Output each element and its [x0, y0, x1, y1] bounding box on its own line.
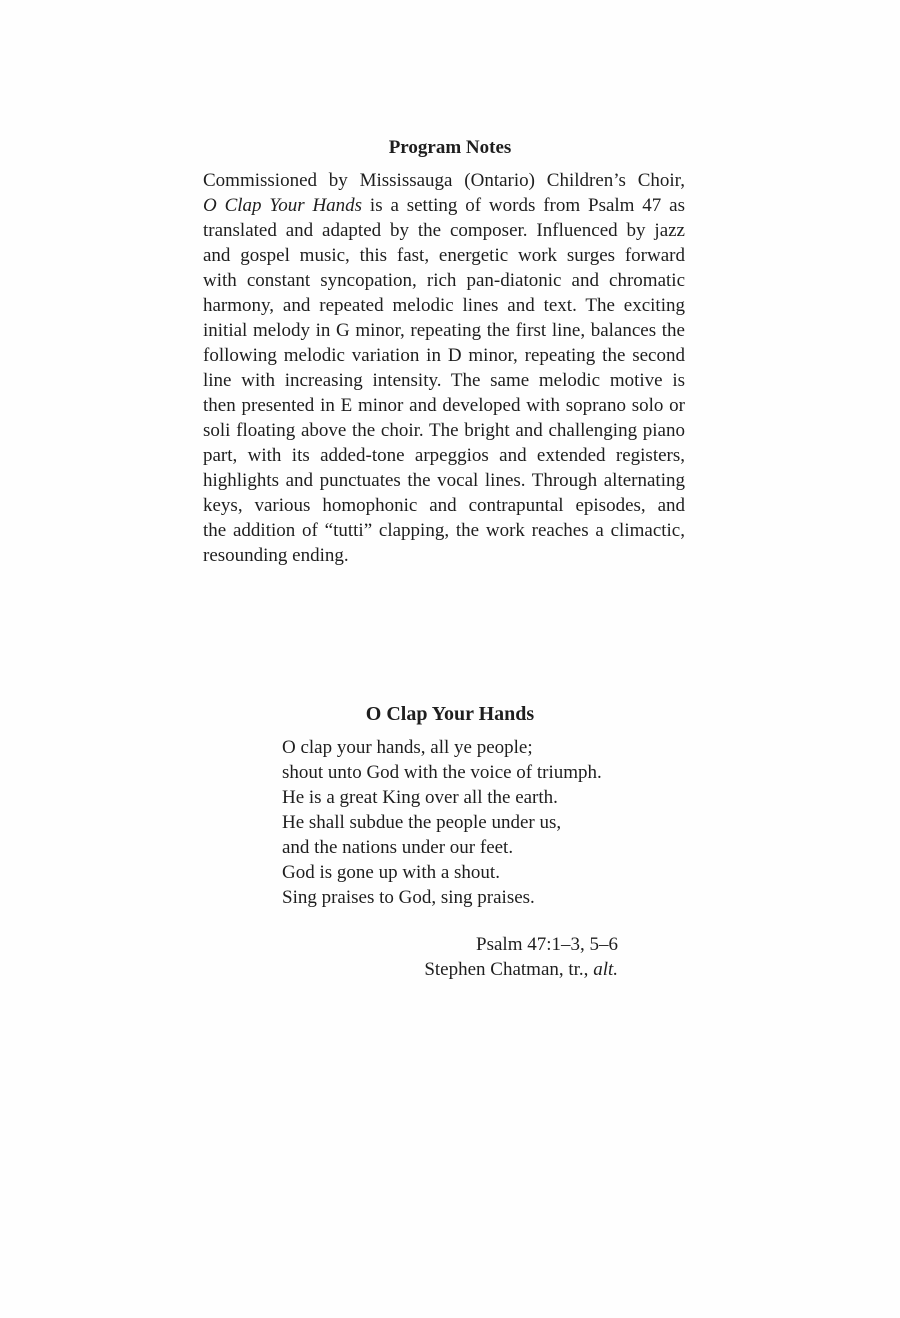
- poem-verse: and the nations under our feet.: [282, 837, 514, 858]
- notes-line: then presented in E minor and developed with soprano solo or: [203, 395, 685, 416]
- notes-line: harmony, and repeated melodic lines and text. The exciting: [203, 295, 685, 316]
- program-notes-body: [203, 168, 685, 568]
- notes-line: line with increasing intensity. The same melodic motive is: [203, 370, 685, 391]
- notes-line: highlights and punctuates the vocal lines. Through alternating: [203, 470, 685, 491]
- poem-title: O Clap Your Hands: [365, 703, 535, 725]
- notes-line: soli floating above the choir. The bright and challenging piano: [203, 420, 685, 441]
- poem-verse: O clap your hands, all ye people;: [282, 737, 533, 758]
- notes-line: O Clap Your Hands is a setting of words from Psalm 47 as: [203, 195, 685, 216]
- alt-note: alt.: [593, 959, 618, 980]
- notes-line: the addition of “tutti” clapping, the work reaches a climactic,: [203, 520, 685, 541]
- poem-text: [282, 735, 602, 910]
- notes-line: and gospel music, this fast, energetic work surges forward: [203, 245, 685, 266]
- notes-line: resounding ending.: [203, 545, 349, 566]
- poem-verse: God is gone up with a shout.: [282, 862, 500, 883]
- translator-credit: Stephen Chatman, tr., alt.: [424, 959, 618, 980]
- notes-line: Commissioned by Mississauga (Ontario) Children’s Choir,: [203, 170, 685, 191]
- notes-line: keys, various homophonic and contrapuntal episodes, and: [203, 495, 685, 516]
- poem-verse: Sing praises to God, sing praises.: [282, 887, 535, 908]
- notes-line: part, with its added-tone arpeggios and extended registers,: [203, 445, 685, 466]
- program-notes-title: Program Notes: [388, 137, 512, 158]
- poem-verse: He is a great King over all the earth.: [282, 787, 558, 808]
- scripture-source: Psalm 47:1–3, 5–6: [476, 934, 618, 955]
- notes-line: initial melody in G minor, repeating the first line, balances the: [203, 320, 685, 341]
- notes-line: translated and adapted by the composer. Influenced by jazz: [203, 220, 685, 241]
- notes-line: with constant syncopation, rich pan-diatonic and chromatic: [203, 270, 685, 291]
- work-title-italic: O Clap Your Hands: [203, 195, 363, 216]
- poem-verse: He shall subdue the people under us,: [282, 812, 562, 833]
- poem-verse: shout unto God with the voice of triumph.: [282, 762, 602, 783]
- notes-line: following melodic variation in D minor, repeating the second: [203, 345, 685, 366]
- poem-attribution: [424, 932, 618, 982]
